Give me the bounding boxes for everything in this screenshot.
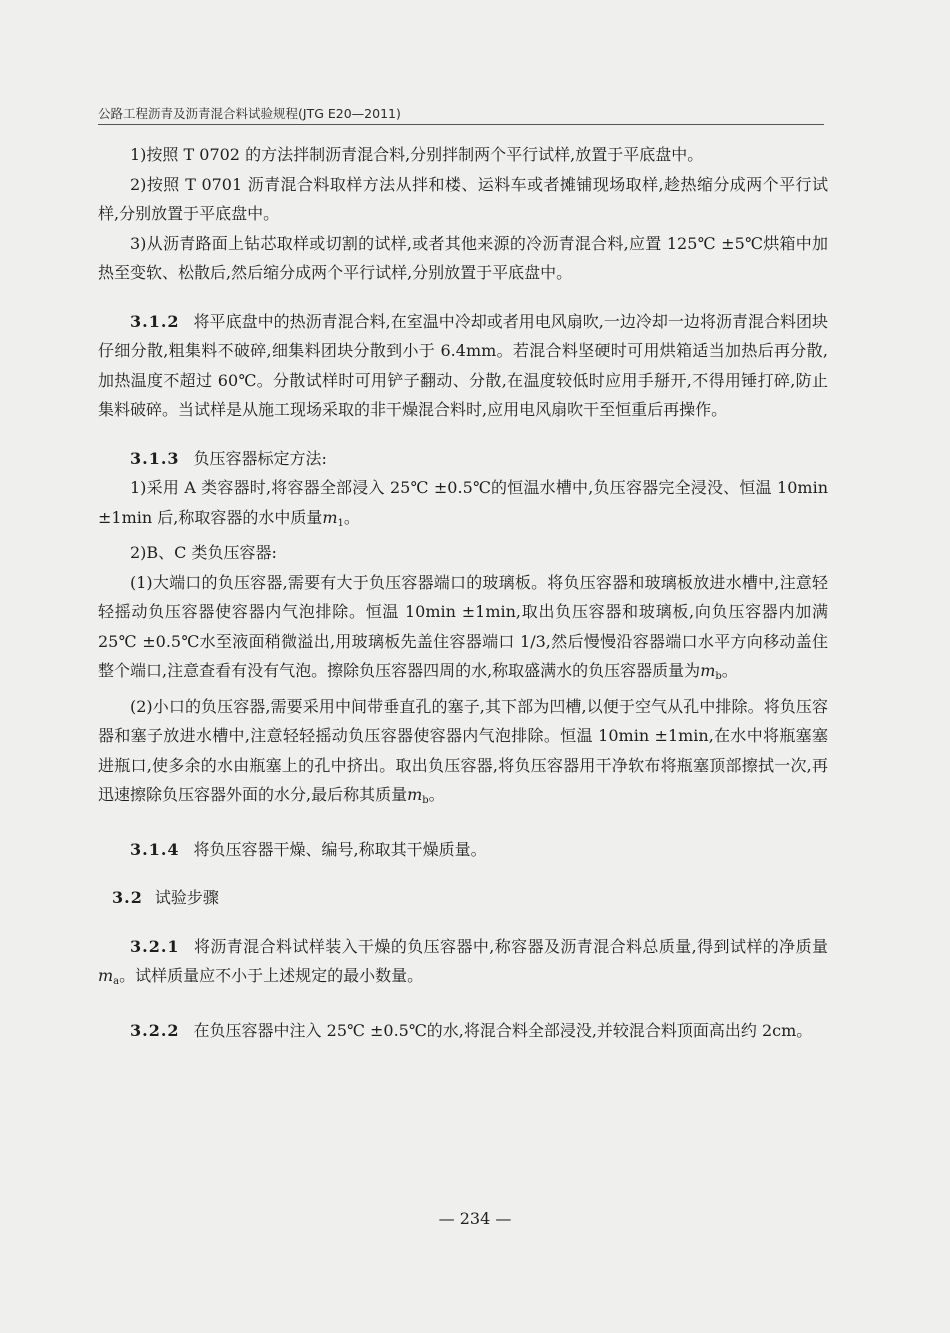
- section-text: 负压容器标定方法:: [193, 448, 327, 468]
- section-number: 3.2.2: [130, 1020, 180, 1040]
- paragraph-item-1: 1)按照 T 0702 的方法拌制沥青混合料,分别拌制两个平行试样,放置于平底盘中。: [130, 145, 704, 164]
- body-text: [98, 140, 828, 1045]
- paragraph-3-1-3-2a: (1)大端口的负压容器,需要有大于负压容器端口的玻璃板。将负压容器和玻璃板放进水槽中,注意轻轻摇动负压容器使容器内气泡排除。恒温 10min ±1min,取出负压容器和玻璃板,向负压容器内加满 25℃ ±0.5℃水至液面稍微溢出,用玻璃板先盖住容器端口 1/3,然后慢慢沿容器端口水平方向移动盖住整个端口,注意查看有没有气泡。擦除负压容器四周的水,称取盛满水的负压容器质量为$m_b$。: [98, 572, 828, 682]
- paragraph-3-1-3-2: 2)B、C 类负压容器:: [130, 543, 277, 562]
- header-rule: [98, 124, 824, 125]
- paragraph-item-2: 2)按照 T 0701 沥青混合料取样方法从拌和楼、运料车或者摊铺现场取样,趁热缩分成两个平行试样,分别放置于平底盘中。: [98, 174, 828, 223]
- running-header: 公路工程沥青及沥青混合料试验规程(JTG E20—2011): [98, 106, 401, 121]
- section-3-2-2: [98, 1016, 828, 1046]
- section-text: 在负压容器中注入 25℃ ±0.5℃的水,将混合料全部浸没,并较混合料顶面高出约 2cm。: [193, 1020, 813, 1040]
- variable-m: m: [322, 507, 338, 527]
- variable-subscript: a: [113, 976, 120, 987]
- variable-subscript: 1: [337, 517, 344, 529]
- section-3-1-3: [98, 444, 828, 474]
- section-text: 将平底盘中的热沥青混合料,在室温中冷却或者用电风扇吹,一边冷却一边将沥青混合料团块仔细分散,粗集料不破碎,细集料团块分散到小于 6.4mm。若混合料坚硬时可用烘箱适当加热后再分散,加热温度不超过 60℃。分散试样时可用铲子翻动、分散,在温度较低时应用手掰开,不得用锤打碎,防止集料破碎。当试样是从施工现场采取的非干燥混合料时,应用电风扇吹干至恒重后再操作。: [98, 311, 828, 419]
- section-3-1-2: [98, 307, 828, 425]
- section-heading-3-2: [112, 883, 828, 913]
- variable-m: m: [98, 966, 114, 985]
- section-number: 3.1.4: [130, 839, 180, 859]
- section-3-2-1: 3.2.1 将沥青混合料试样装入干燥的负压容器中,称容器及沥青混合料总质量,得到试样的净质量$m_a$。试样质量应不小于上述规定的最小数量。: [98, 936, 828, 987]
- section-number: 3.1.3: [130, 448, 180, 468]
- section-number: 3.1.2: [130, 311, 180, 331]
- variable-subscript: b: [422, 795, 429, 806]
- section-text: 试验步骤: [154, 888, 219, 907]
- section-number: 3.2.1: [130, 936, 180, 956]
- paragraph-3-1-3-2b: (2)小口的负压容器,需要采用中间带垂直孔的塞子,其下部为凹槽,以便于空气从孔中排除。将负压容器和塞子放进水槽中,注意轻轻摇动负压容器使容器内气泡排除。恒温 10min ±1min,在水中将瓶塞塞进瓶口,使多余的水由瓶塞上的孔中挤出。取出负压容器,将负压容器用干净软布将瓶塞顶部擦拭一次,再迅速擦除负压容器外面的水分,最后称其质量$m_b$。: [98, 696, 828, 806]
- section-3-1-4: [98, 835, 828, 865]
- section-text: 将负压容器干燥、编号,称取其干燥质量。: [193, 839, 487, 859]
- paragraph-item-3: 3)从沥青路面上钻芯取样或切割的试样,或者其他来源的冷沥青混合料,应置 125℃ ±5℃烘箱中加热至变软、松散后,然后缩分成两个平行试样,分别放置于平底盘中。: [98, 233, 828, 282]
- page-number: — 234 —: [438, 1209, 512, 1228]
- variable-m: m: [407, 785, 423, 804]
- variable-subscript: b: [715, 671, 722, 682]
- section-number: 3.2: [112, 888, 143, 907]
- variable-m: m: [700, 661, 716, 680]
- paragraph-3-1-3-1: 1)采用 A 类容器时,将容器全部浸入 25℃ ±0.5℃的恒温水槽中,负压容器完全浸没、恒温 10min ±1min 后,称取容器的水中质量$m_1$。: [98, 478, 828, 529]
